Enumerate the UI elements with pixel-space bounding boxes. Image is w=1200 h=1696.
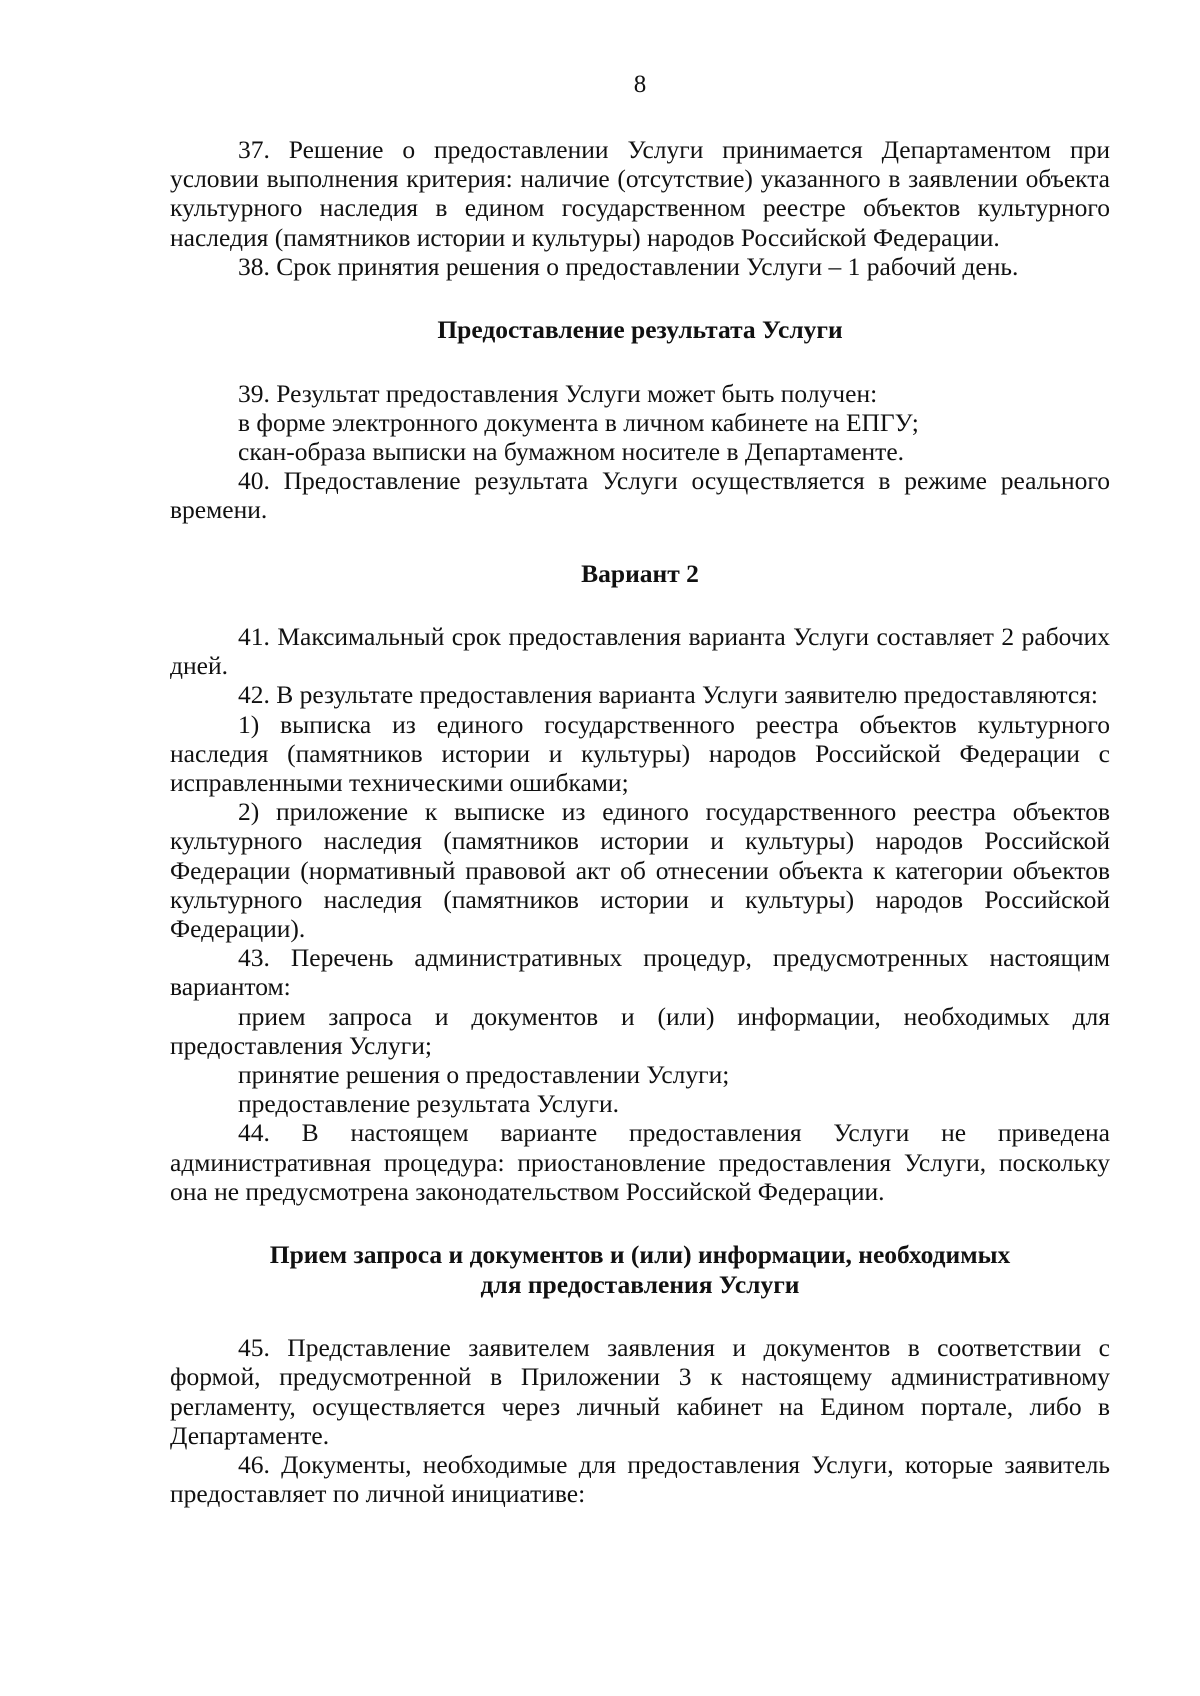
paragraph-43-item-a: прием запроса и документов и (или) информации, необходимых для предоставления Услуги; [170,1001,1110,1060]
paragraph-38: 38. Срок принятия решения о предоставлении Услуги – 1 рабочий день. [238,251,1019,281]
paragraph-45: 45. Представление заявителем заявления и документов в соответствии с формой, предусмотренной в Приложении 3 к настоящему административному регламенту, осуществляется через личный кабинет на Едином портале, либо в Департаменте. [170,1333,1110,1450]
paragraph-37: 37. Решение о предоставлении Услуги принимается Департаментом при условии выполнения критерия: наличие (отсутствие) указанного в заявлении объекта культурного наследия в едином государственном реестре объектов культурного наследия (памятников истории и культуры) народов Российской Федерации. [170,135,1110,252]
paragraph-41: 41. Максимальный срок предоставления варианта Услуги составляет 2 рабочих дней. [170,622,1110,681]
paragraph-42-item-2: 2) приложение к выписке из единого государственного реестра объектов культурного наследия (памятников истории и культуры) народов Российской Федерации (нормативный правовой акт об отнесении объекта к категории объектов культурного наследия (памятников истории и культуры) народов Российской Федерации). [170,797,1110,944]
paragraph-39-item-a: в форме электронного документа в личном кабинете на ЕПГУ; [238,407,919,437]
paragraph-39: 39. Результат предоставления Услуги может быть получен: [238,378,878,408]
heading-intake-line-1: Прием запроса и документов и (или) информации, необходимых [269,1240,1011,1270]
paragraph-39-item-b: скан-образа выписки на бумажном носителе в Департаменте. [238,436,905,466]
page-number: 8 [633,71,647,98]
heading-variant-2: Вариант 2 [581,558,699,588]
heading-intake [170,1240,1110,1299]
paragraph-46: 46. Документы, необходимые для предоставления Услуги, которые заявитель предоставляет по личной инициативе: [170,1449,1110,1509]
paragraph-40: 40. Предоставление результата Услуги осуществляется в режиме реального времени. [170,466,1110,525]
paragraph-43: 43. Перечень административных процедур, предусмотренных настоящим вариантом: [170,943,1110,1002]
heading-result: Предоставление результата Услуги [437,315,843,345]
heading-intake-line-2: для предоставления Услуги [480,1269,800,1299]
document-body [170,135,1110,1508]
paragraph-43-item-b: принятие решения о предоставлении Услуги; [238,1060,730,1090]
paragraph-43-item-c: предоставление результата Услуги. [238,1089,620,1119]
paragraph-42-item-1: 1) выписка из единого государственного реестра объектов культурного наследия (памятников истории и культуры) народов Российской Федерации с исправленными техническими ошибками; [170,709,1110,798]
paragraph-42: 42. В результате предоставления варианта Услуги заявителю предоставляются: [238,680,1098,710]
paragraph-44: 44. В настоящем варианте предоставления Услуги не приведена административная процедура: приостановление предоставления Услуги, поскольку она не предусмотрена законодательством Российской Федерации. [170,1118,1110,1206]
